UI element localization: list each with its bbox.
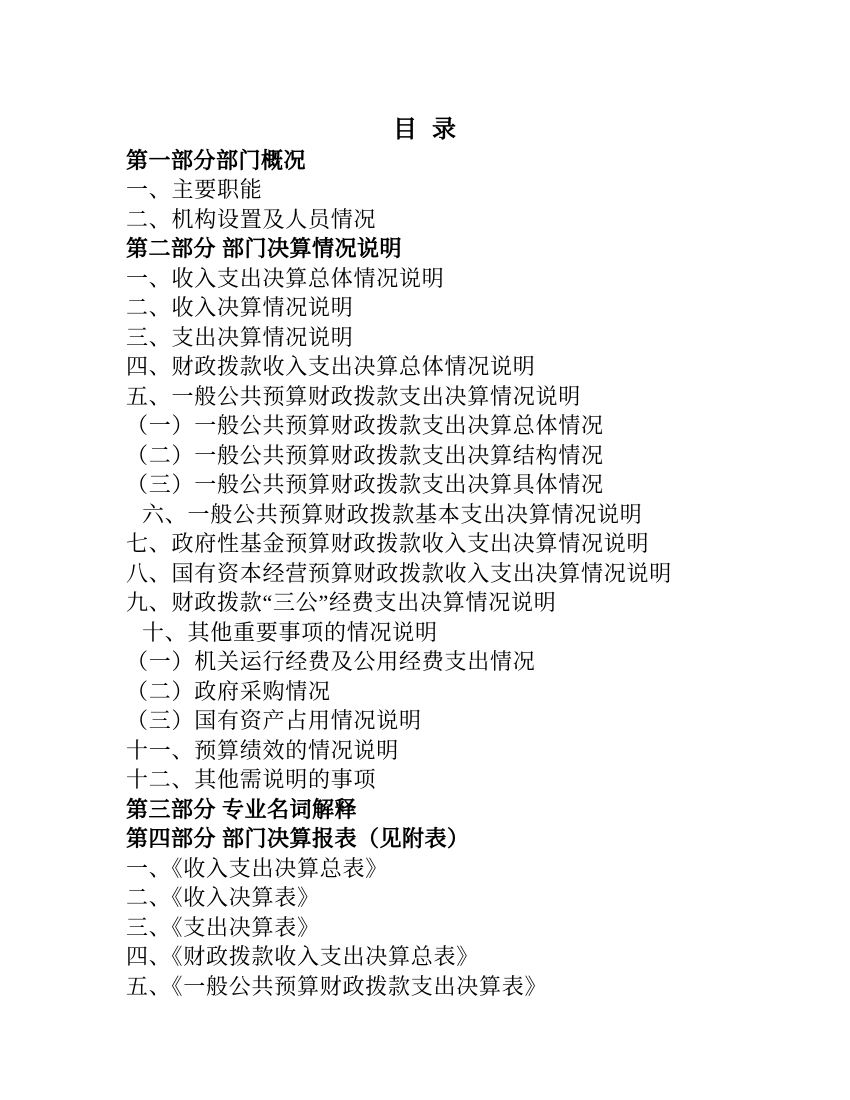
toc-entry: 十二、其他需说明的事项 [126, 767, 377, 792]
toc-section-heading: 第二部分 部门决算情况说明 [126, 236, 403, 261]
toc-entry: 二、《收入决算表》 [126, 885, 320, 910]
toc-entry: （一）一般公共预算财政拨款支出决算总体情况 [126, 413, 604, 438]
toc-entry: 一、主要职能 [126, 177, 263, 202]
toc-section-heading: 第四部分 部门决算报表（见附表） [126, 826, 470, 851]
toc-section-heading: 第一部分部门概况 [126, 147, 307, 173]
toc-entry: 九、财政拨款“三公”经费支出决算情况说明 [126, 590, 557, 615]
toc-entry: 四、财政拨款收入支出决算总体情况说明 [126, 354, 536, 379]
toc-entry: 五、《一般公共预算财政拨款支出决算表》 [126, 973, 548, 999]
page-title: 目 录 [393, 117, 457, 143]
toc-entry: 一、《收入支出决算总表》 [126, 855, 389, 881]
toc-entry: 四、《财政拨款收入支出决算总表》 [126, 944, 480, 969]
toc-entry: 二、机构设置及人员情况 [126, 206, 377, 232]
toc-entry: 二、收入决算情况说明 [126, 295, 354, 320]
toc-entry: （三）一般公共预算财政拨款支出决算具体情况 [126, 472, 604, 497]
toc-entry: 六、一般公共预算财政拨款基本支出决算情况说明 [142, 501, 643, 527]
toc-section-heading: 第三部分 专业名词解释 [126, 796, 358, 822]
toc-entry: 八、国有资本经营预算财政拨款收入支出决算情况说明 [126, 560, 673, 586]
toc-entry: （一）机关运行经费及公用经费支出情况 [126, 649, 536, 674]
toc-entry: 三、支出决算情况说明 [126, 324, 354, 350]
table-of-contents [0, 146, 850, 1002]
toc-entry: （二）政府采购情况 [126, 678, 331, 704]
toc-entry: 一、收入支出决算总体情况说明 [126, 265, 445, 291]
toc-entry: （二）一般公共预算财政拨款支出决算结构情况 [126, 442, 604, 468]
toc-entry: （三）国有资产占用情况说明 [126, 708, 422, 733]
toc-entry: 十一、预算绩效的情况说明 [126, 737, 400, 763]
toc-entry: 三、《支出决算表》 [126, 914, 320, 940]
toc-entry: 十、其他重要事项的情况说明 [142, 619, 438, 645]
toc-entry: 五、一般公共预算财政拨款支出决算情况说明 [126, 383, 582, 409]
toc-entry: 七、政府性基金预算财政拨款收入支出决算情况说明 [126, 531, 650, 556]
